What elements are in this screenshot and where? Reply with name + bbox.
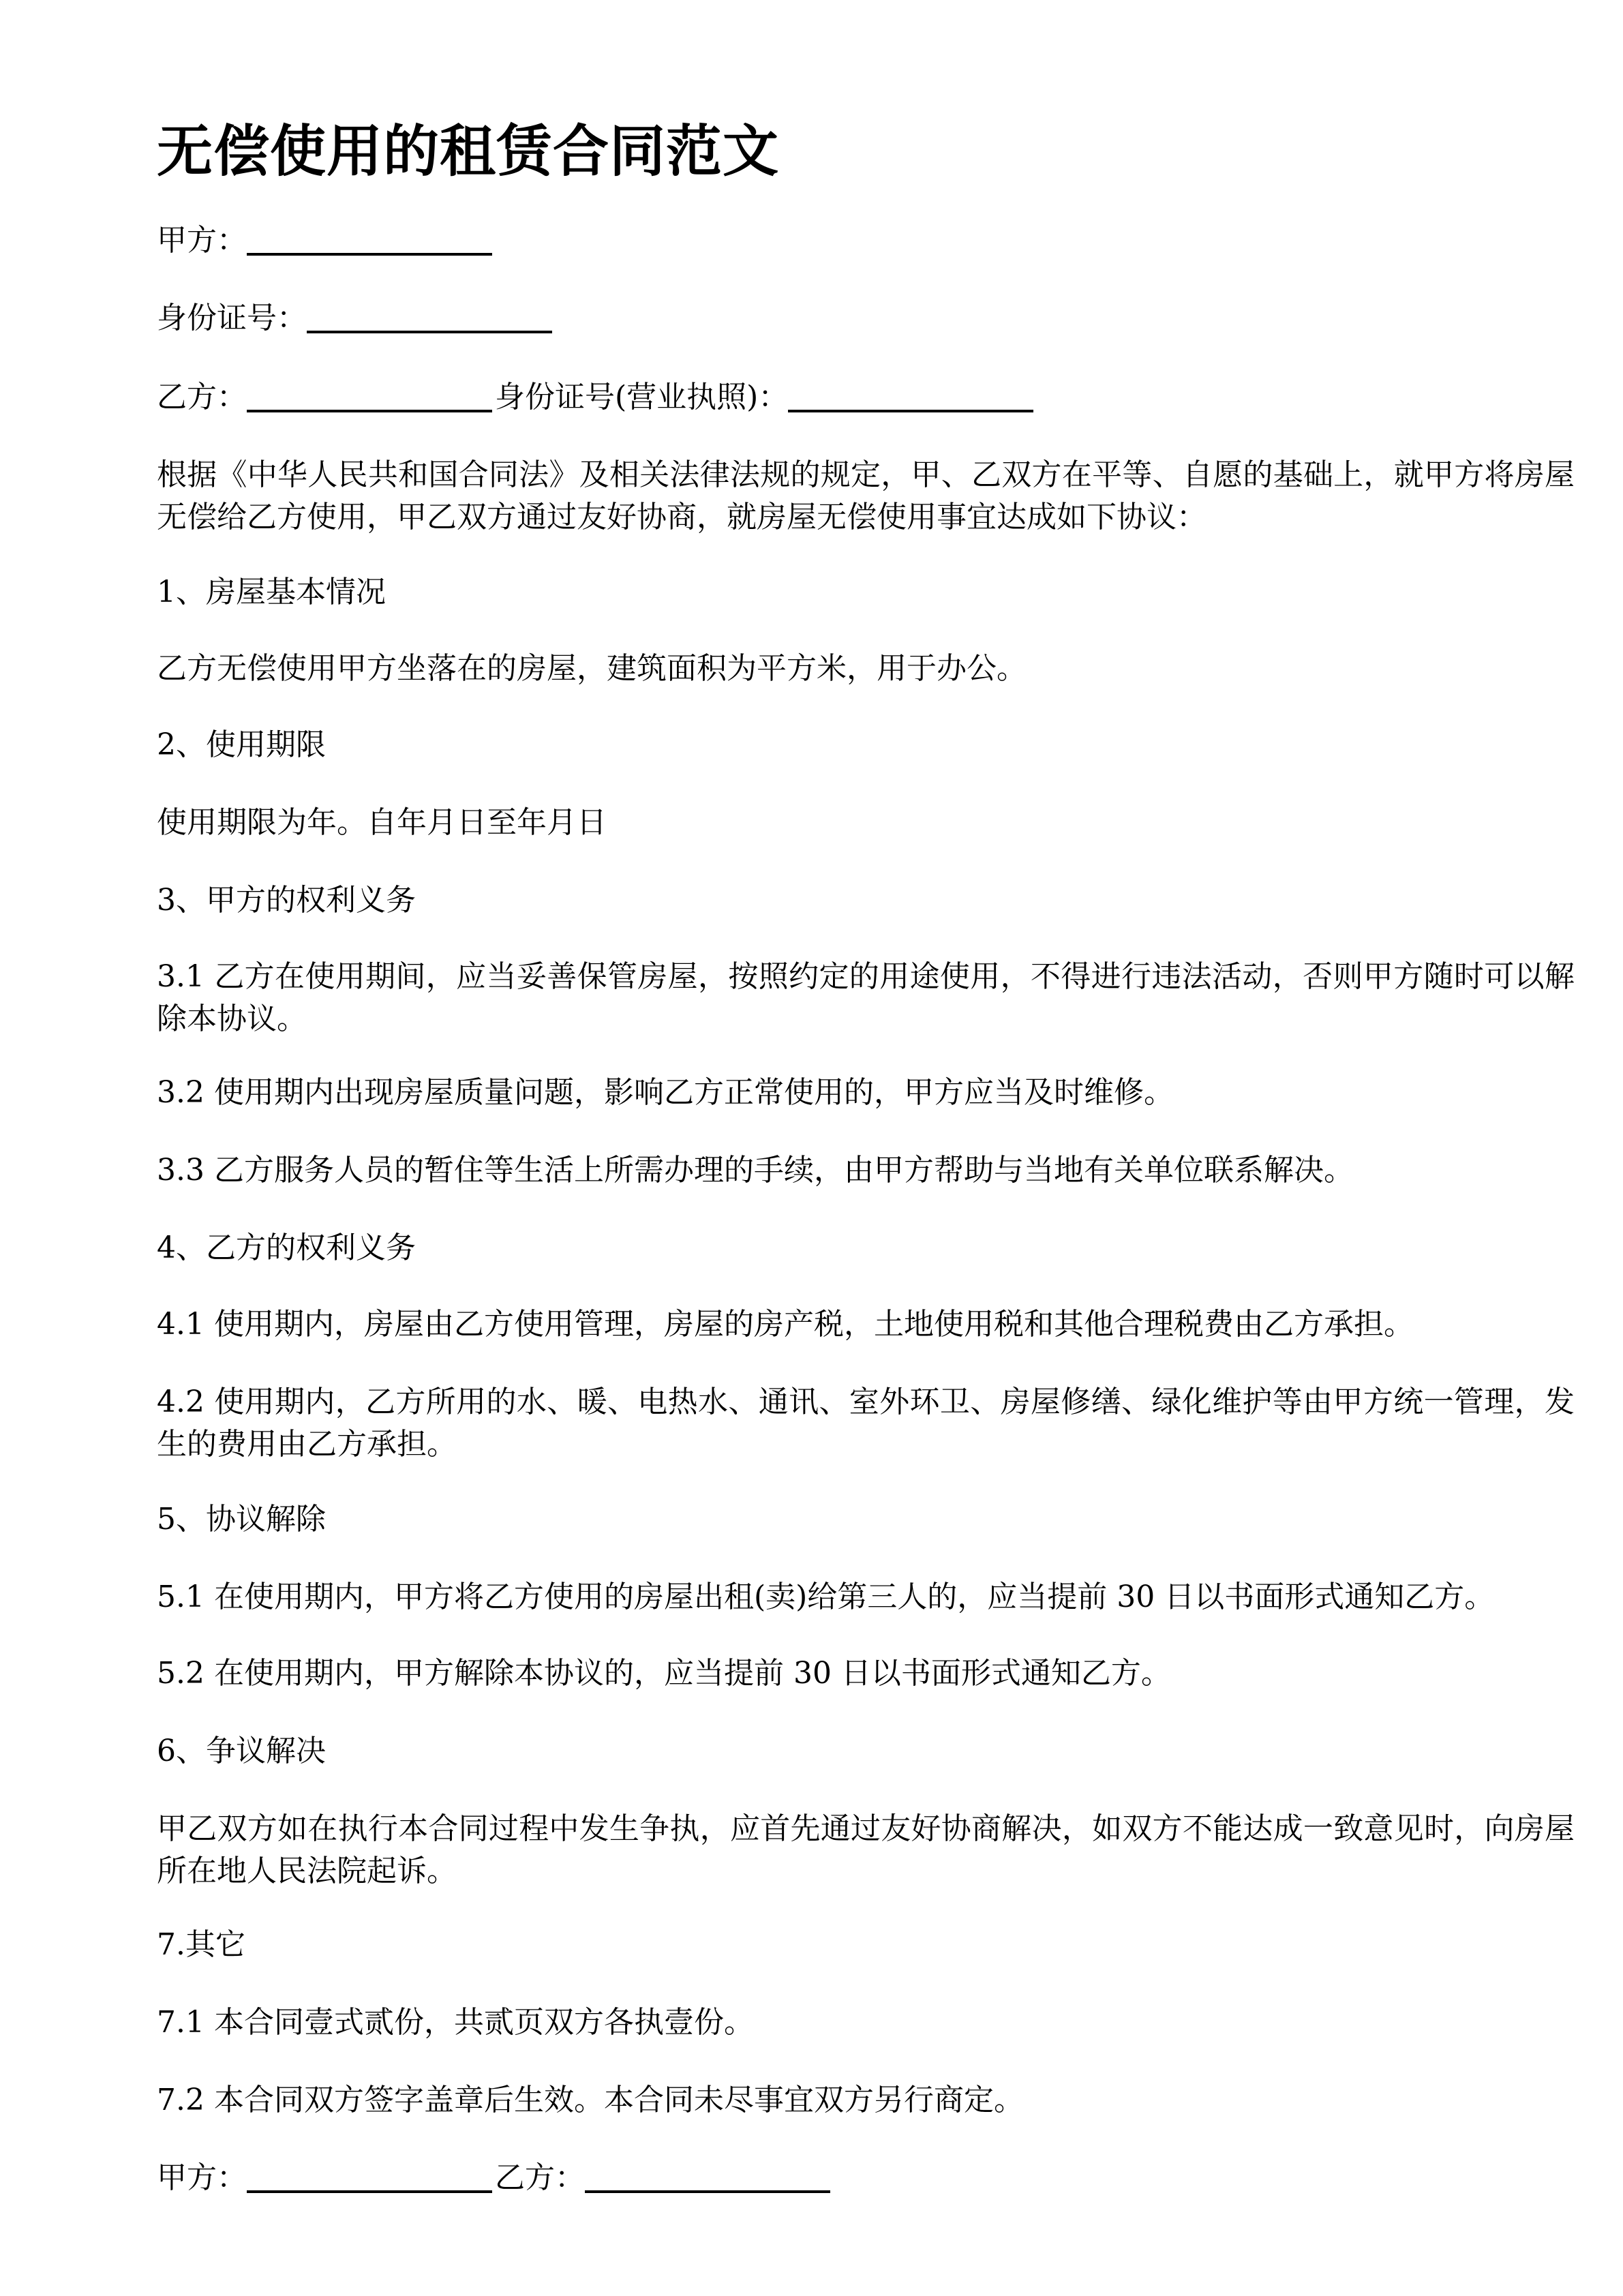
document-title: 无偿使用的租赁合同范文 [157,119,780,184]
section-3-3: 3.3 乙方服务人员的暂住等生活上所需办理的手续，由甲方帮助与当地有关单位联系解决。 [157,1153,1354,1188]
section-5-2: 5.2 在使用期内，甲方解除本协议的，应当提前 30 日以书面形式通知乙方。 [157,1656,1171,1691]
section-1-text: 乙方无偿使用甲方坐落在的房屋，建筑面积为平方米，用于办公。 [157,651,1027,686]
section-7-2: 7.2 本合同双方签字盖章后生效。本合同未尽事宜双方另行商定。 [157,2083,1024,2117]
sign-b-blank[interactable] [585,2163,830,2193]
section-5-heading: 5、协议解除 [157,1502,326,1537]
sign-a-label: 甲方： [157,2160,247,2195]
party-b-id-blank[interactable] [788,382,1033,412]
id-label: 身份证号： [157,301,307,335]
signature-line [157,2157,833,2199]
section-3-heading: 3、甲方的权利义务 [157,883,416,918]
section-1-heading: 1、房屋基本情况 [157,575,386,609]
party-b-blank[interactable] [247,382,492,412]
section-4-1: 4.1 使用期内，房屋由乙方使用管理，房屋的房产税，土地使用税和其他合理税费由乙方承担。 [157,1307,1414,1342]
party-a-blank[interactable] [247,226,492,256]
party-b-label: 乙方： [157,380,247,414]
party-b-line [157,376,1036,419]
party-b-id-label: 身份证号(营业执照)： [495,380,789,414]
section-3-1: 3.1 乙方在使用期间，应当妥善保管房屋，按照约定的用途使用，不得进行违法活动，否则甲方随时可以解除本协议。 [157,959,1575,1036]
party-a-line [157,220,495,262]
sign-b-label: 乙方： [495,2160,585,2195]
section-6-heading: 6、争议解决 [157,1734,326,1768]
section-4-2: 4.2 使用期内，乙方所用的水、暖、电热水、通讯、室外环卫、房屋修缮、绿化维护等由甲方统一管理，发生的费用由乙方承担。 [157,1385,1575,1462]
section-2-heading: 2、使用期限 [157,727,326,762]
section-4-heading: 4、乙方的权利义务 [157,1230,416,1265]
section-2-text: 使用期限为年。自年月日至年月日 [157,805,607,840]
section-5-1: 5.1 在使用期内，甲方将乙方使用的房屋出租(卖)给第三人的，应当提前 30 日以书面形式通知乙方。 [157,1580,1495,1614]
section-7-heading: 7.其它 [157,1927,245,1962]
party-a-label: 甲方： [157,223,247,258]
section-3-2: 3.2 使用期内出现房屋质量问题，影响乙方正常使用的，甲方应当及时维修。 [157,1075,1174,1110]
id-blank[interactable] [307,303,552,333]
sign-a-blank[interactable] [247,2163,492,2193]
section-6-text: 甲乙双方如在执行本合同过程中发生争执，应首先通过友好协商解决，如双方不能达成一致意见时，向房屋所在地人民法院起诉。 [157,1811,1575,1888]
section-7-1: 7.1 本合同壹式贰份，共贰页双方各执壹份。 [157,2005,754,2040]
preamble-paragraph: 根据《中华人民共和国合同法》及相关法律法规的规定，甲、乙双方在平等、自愿的基础上，就甲方将房屋无偿给乙方使用，甲乙双方通过友好协商，就房屋无偿使用事宜达成如下协议： [157,457,1575,534]
id-line [157,297,555,339]
